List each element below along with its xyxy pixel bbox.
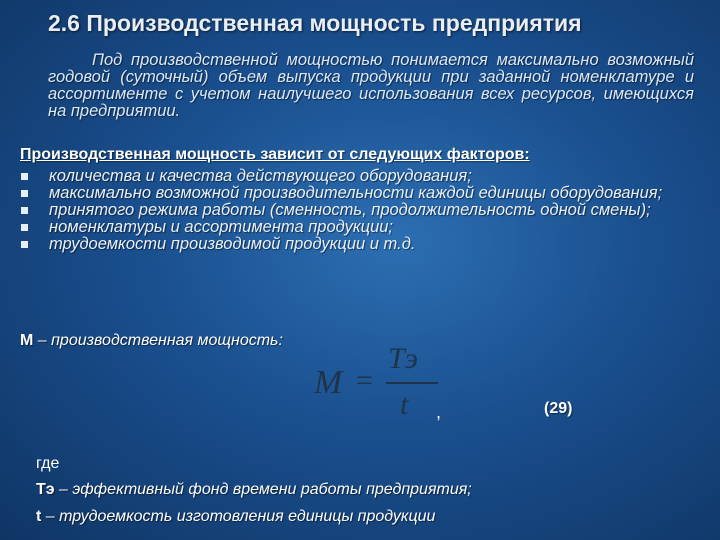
factor-text: трудоемкости производимой продукции и т.д.: [49, 235, 416, 253]
square-bullet-icon: [21, 173, 28, 180]
formula-numerator: Тэ: [388, 342, 418, 375]
formula-lhs: M: [314, 364, 343, 401]
factor-text: количества и качества действующего оборудования;: [49, 167, 472, 185]
factor-item: [20, 219, 680, 236]
definition-text: – эффективный фонд времени работы предприятия;: [54, 481, 472, 498]
formula-denominator: t: [400, 388, 409, 421]
definition-text: – трудоемкость изготовления единицы продукции: [41, 508, 436, 525]
where-label: где: [36, 455, 60, 472]
fraction-bar: [386, 382, 438, 384]
definition-symbol: t: [36, 508, 42, 525]
factor-item: [20, 202, 680, 219]
capacity-symbol: М: [20, 332, 34, 349]
factors-heading: Производственная мощность зависит от следующих факторов:: [20, 146, 530, 163]
factor-text: максимально возможной производительности каждой единицы оборудования;: [49, 184, 663, 202]
factors-list: [20, 168, 680, 253]
factor-item: [20, 168, 680, 185]
definition-symbol: Тэ: [36, 481, 55, 498]
factor-item: [20, 185, 680, 202]
formula-equals: =: [356, 364, 373, 397]
factor-item: [20, 236, 680, 253]
equation-number: (29): [544, 400, 573, 417]
square-bullet-icon: [21, 207, 28, 214]
factor-text: принятого режима работы (сменность, продолжительность одной смены);: [49, 201, 651, 219]
capacity-formula: [314, 342, 444, 424]
slide-title: 2.6 Производственная мощность предприятия: [48, 10, 582, 36]
square-bullet-icon: [21, 190, 28, 197]
capacity-symbol-text: – производственная мощность:: [33, 332, 283, 349]
definition-t: [36, 508, 435, 526]
factor-text: номенклатуры и ассортимента продукции;: [49, 218, 394, 236]
intro-paragraph: Под производственной мощностью понимается максимально возможный годовой (суточный) объем выпуска продукции при заданной номенклатуре и ассортименте с учетом наилучшего использования всех ресурсов, имеющихся на предприятии.: [48, 51, 694, 120]
square-bullet-icon: [21, 224, 28, 231]
capacity-symbol-definition: [20, 332, 283, 350]
formula-comma: ,: [436, 402, 442, 422]
square-bullet-icon: [21, 241, 28, 248]
definition-te: [36, 481, 472, 499]
